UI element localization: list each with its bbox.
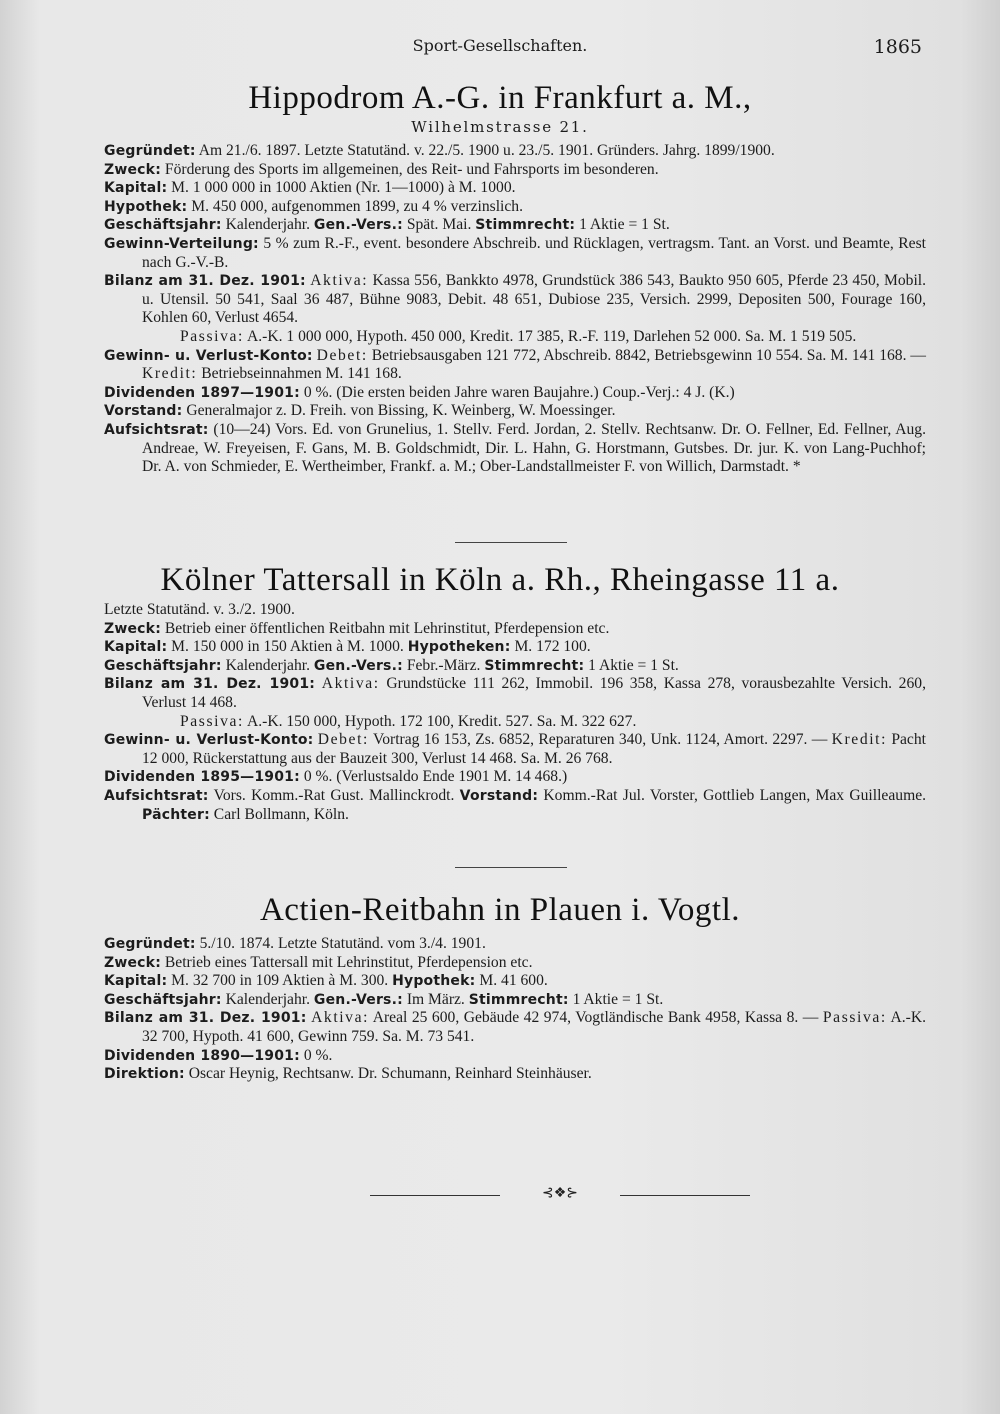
label-debet: Debet: bbox=[317, 731, 369, 749]
label-dividenden: Dividenden 1890—1901: bbox=[104, 1047, 300, 1064]
value-kapital: M. 32 700 in 109 Aktien à M. 300. bbox=[171, 972, 389, 990]
value-genvers: Spät. Mai. bbox=[406, 216, 472, 234]
field-dividenden bbox=[104, 1047, 926, 1066]
value-direktion: Oscar Heynig, Rechtsanw. Dr. Schumann, Reinhard Steinhäuser. bbox=[188, 1065, 592, 1083]
value-aktiva: Grundstücke 111 262, Immobil. 196 358, Kassa 278, vorausbezahlte Versich. 260, Verlust 14 468. bbox=[142, 675, 926, 711]
value-passiva: A.-K. 1 000 000, Hypoth. 450 000, Kredit. 17 385, R.-F. 119, Darlehen 52 000. Sa. M. 1 519 505. bbox=[246, 327, 857, 345]
label-passiva: Passiva: bbox=[822, 1009, 887, 1027]
entry-title-koelner-tattersall: Kölner Tattersall in Köln a. Rh., Rheingasse 11 a. bbox=[160, 562, 840, 598]
entry-title-actien-reitbahn: Actien-Reitbahn in Plauen i. Vogtl. bbox=[259, 892, 741, 928]
field-geschaeftsjahr bbox=[104, 991, 926, 1010]
value-gegruendet: 5./10. 1874. Letzte Statutänd. vom 3./4. 1901. bbox=[199, 935, 486, 952]
value-hypotheken: M. 172 100. bbox=[514, 638, 591, 656]
label-zweck: Zweck: bbox=[104, 161, 161, 178]
label-bilanz: Bilanz am 31. Dez. 1901: bbox=[104, 1010, 307, 1027]
field-zweck bbox=[104, 954, 926, 973]
field-aufsichtsrat bbox=[104, 421, 926, 477]
value-kredit: Betriebseinnahmen M. 141 168. bbox=[201, 365, 402, 383]
label-zweck: Zweck: bbox=[104, 954, 161, 971]
label-bilanz: Bilanz am 31. Dez. 1901: bbox=[104, 273, 306, 290]
label-direktion: Direktion: bbox=[104, 1066, 185, 1083]
value-dividenden: 0 %. (Verlustsaldo Ende 1901 M. 14 468.) bbox=[303, 768, 568, 786]
value-paechter: Carl Bollmann, Köln. bbox=[213, 805, 349, 823]
label-stimmrecht: Stimmrecht: bbox=[475, 217, 576, 234]
value-kapital: M. 150 000 in 150 Aktien à M. 1000. bbox=[171, 638, 404, 656]
field-passiva bbox=[104, 713, 926, 732]
field-gewinnverteilung bbox=[104, 235, 926, 272]
entry-title-hippodrom: Hippodrom A.-G. in Frankfurt a. M., bbox=[248, 80, 752, 116]
label-vorstand: Vorstand: bbox=[104, 403, 183, 420]
field-zweck bbox=[104, 161, 926, 180]
field-bilanz bbox=[104, 675, 926, 712]
label-dividenden: Dividenden 1895—1901: bbox=[104, 769, 300, 786]
label-passiva: Passiva: bbox=[180, 712, 244, 730]
label-kapital: Kapital: bbox=[104, 639, 168, 656]
label-zweck: Zweck: bbox=[104, 620, 161, 637]
value-vorstand: Generalmajor z. D. Freih. von Bissing, K. Weinberg, W. Moessinger. bbox=[186, 402, 616, 420]
value-genvers: Febr.-März. bbox=[406, 656, 481, 674]
label-dividenden: Dividenden 1897—1901: bbox=[104, 384, 300, 401]
label-geschaeftsjahr: Geschäftsjahr: bbox=[104, 991, 222, 1008]
field-aufsichtsrat bbox=[104, 787, 926, 824]
value-statut: Letzte Statutänd. v. 3./2. 1900. bbox=[104, 601, 295, 618]
label-bilanz: Bilanz am 31. Dez. 1901: bbox=[104, 676, 316, 693]
field-bilanz bbox=[104, 272, 926, 328]
value-kapital: M. 1 000 000 in 1000 Aktien (Nr. 1—1000) à M. 1000. bbox=[171, 179, 516, 197]
value-dividenden: 0 %. bbox=[303, 1046, 333, 1064]
field-kapital bbox=[104, 638, 926, 657]
field-passiva bbox=[104, 328, 926, 347]
entry-body-koelner-tattersall bbox=[104, 601, 926, 824]
value-zweck: Betrieb einer öffentlichen Reitbahn mit Lehrinstitut, Pferdepension etc. bbox=[164, 619, 610, 637]
field-geschaeftsjahr bbox=[104, 657, 926, 676]
field-guv bbox=[104, 347, 926, 384]
value-hypothek: M. 41 600. bbox=[479, 972, 548, 990]
label-aufsichtsrat: Aufsichtsrat: bbox=[104, 787, 209, 804]
value-geschaeftsjahr: Kalenderjahr. bbox=[225, 216, 311, 234]
label-geschaeftsjahr: Geschäftsjahr: bbox=[104, 217, 222, 234]
page-number: 1865 bbox=[873, 36, 922, 58]
label-kredit: Kredit: bbox=[142, 365, 198, 383]
label-passiva: Passiva: bbox=[180, 327, 244, 345]
field-dividenden bbox=[104, 768, 926, 787]
label-vorstand: Vorstand: bbox=[459, 787, 539, 804]
label-gewinnverteilung: Gewinn-Verteilung: bbox=[104, 235, 259, 252]
value-stimmrecht: 1 Aktie = 1 St. bbox=[579, 216, 670, 234]
field-hypothek bbox=[104, 198, 926, 217]
field-dividenden bbox=[104, 384, 926, 403]
label-stimmrecht: Stimmrecht: bbox=[468, 991, 569, 1008]
field-statut bbox=[104, 601, 926, 620]
value-dividenden: 0 %. (Die ersten beiden Jahre waren Baujahre.) Coup.-Verj.: 4 J. (K.) bbox=[303, 383, 735, 401]
label-hypothek: Hypothek: bbox=[392, 973, 476, 990]
value-genvers: Im März. bbox=[406, 990, 465, 1008]
value-zweck: Betrieb eines Tattersall mit Lehrinstitut, Pferdepension etc. bbox=[164, 953, 533, 971]
field-guv bbox=[104, 731, 926, 768]
value-zweck: Förderung des Sports im allgemeinen, des Reit- und Fahrsports im besonderen. bbox=[164, 160, 659, 178]
value-aktiva: Kassa 556, Bankkto 4978, Grundstück 386 543, Baukto 950 605, Pferde 23 450, Mobil. u. Utensil. 50 541, Saal 36 487, Bühne 9083, Debit. 48 651, Dubiose 235, Versich. 2999, Depositen 500, Fourage 160, Kohlen 60, Verlust 4654. bbox=[142, 272, 927, 327]
label-genvers: Gen.-Vers.: bbox=[313, 991, 403, 1008]
ornament-flourish-icon: ⊰❖⊱ bbox=[541, 1185, 578, 1201]
label-paechter: Pächter: bbox=[142, 806, 210, 823]
value-kredit: Pacht 12 000, Rückerstattung aus der Bauzeit 300, Verlust 14 468. Sa. M. 26 768. bbox=[142, 731, 926, 767]
end-ornament bbox=[370, 1187, 750, 1203]
field-direktion bbox=[104, 1065, 926, 1084]
label-gegruendet: Gegründet: bbox=[104, 936, 196, 952]
value-geschaeftsjahr: Kalenderjahr. bbox=[225, 990, 311, 1008]
field-vorstand bbox=[104, 402, 926, 421]
label-aktiva: Aktiva: bbox=[321, 675, 380, 693]
field-kapital bbox=[104, 972, 926, 991]
entry-body-actien-reitbahn bbox=[104, 935, 926, 1084]
label-kapital: Kapital: bbox=[104, 973, 168, 990]
running-head bbox=[0, 36, 1000, 60]
running-title: Sport-Gesellschaften. bbox=[412, 36, 588, 55]
label-aufsichtsrat: Aufsichtsrat: bbox=[104, 421, 209, 438]
label-hypothek: Hypothek: bbox=[104, 198, 188, 215]
label-kapital: Kapital: bbox=[104, 180, 168, 197]
field-gegruendet bbox=[104, 935, 926, 954]
value-gegruendet: Am 21./6. 1897. Letzte Statutänd. v. 22./5. 1900 u. 23./5. 1901. Gründers. Jahrg. 1899/1900. bbox=[198, 142, 775, 159]
value-aktiva: Areal 25 600, Gebäude 42 974, Vogtländische Bank 4958, Kassa 8. — bbox=[372, 1009, 819, 1027]
section-divider bbox=[455, 542, 567, 543]
label-kredit: Kredit: bbox=[831, 731, 888, 749]
field-geschaeftsjahr bbox=[104, 216, 926, 235]
value-passiva: A.-K. 32 700, Hypoth. 41 600, Gewinn 759. Sa. M. 73 541. bbox=[142, 1009, 926, 1045]
value-debet: Vortrag 16 153, Zs. 6852, Reparaturen 340, Unk. 1124, Amort. 2297. — bbox=[372, 731, 828, 749]
value-passiva: A.-K. 150 000, Hypoth. 172 100, Kredit. 527. Sa. M. 322 627. bbox=[246, 712, 637, 730]
value-hypothek: M. 450 000, aufgenommen 1899, zu 4 % verzinslich. bbox=[191, 197, 523, 215]
label-gegruendet: Gegründet: bbox=[104, 143, 196, 159]
value-aufsichtsrat: Vors. Komm.-Rat Gust. Mallinckrodt. bbox=[213, 786, 455, 804]
value-gewinnverteilung: 5 % zum R.-F., event. besondere Abschreib. und Rücklagen, vertragsm. Tant. an Vorst. und Beamte, Rest nach G.-V.-B. bbox=[142, 234, 926, 271]
value-debet: Betriebsausgaben 121 772, Abschreib. 8842, Betriebsgewinn 10 554. Sa. M. 141 168. — bbox=[371, 346, 927, 364]
section-divider bbox=[455, 867, 567, 868]
label-aktiva: Aktiva: bbox=[310, 272, 369, 290]
label-guv: Gewinn- u. Verlust-Konto: bbox=[104, 732, 314, 749]
field-kapital bbox=[104, 179, 926, 198]
value-vorstand: Komm.-Rat Jul. Vorster, Gottlieb Langen, Max Guilleaume. bbox=[543, 786, 927, 804]
label-stimmrecht: Stimmrecht: bbox=[484, 657, 585, 674]
value-aufsichtsrat: (10—24) Vors. Ed. von Grunelius, 1. Stellv. Ferd. Jordan, 2. Stellv. Rechtsanw. Dr. O. Fellner, Ed. Fellner, Aug. Andreae, W. Freyeisen, F. Gans, M. B. Goldschmidt, Dir. L. Hahn, G. Horstmann, Gutsbes. Dr. jur. K. von Lang-Puchhof; Dr. A. von Schmieder, E. Wertheimber, Frankf. a. M.; Ober-Landstallmeister F. von Willich, Darmstadt. * bbox=[142, 420, 926, 476]
label-guv: Gewinn- u. Verlust-Konto: bbox=[104, 347, 313, 364]
value-stimmrecht: 1 Aktie = 1 St. bbox=[588, 656, 679, 674]
label-aktiva: Aktiva: bbox=[311, 1009, 370, 1027]
value-geschaeftsjahr: Kalenderjahr. bbox=[225, 656, 311, 674]
label-debet: Debet: bbox=[316, 346, 368, 364]
field-bilanz bbox=[104, 1009, 926, 1046]
entry-subtitle-hippodrom: Wilhelmstrasse 21. bbox=[411, 118, 589, 136]
ornament-line-right bbox=[620, 1195, 750, 1196]
value-stimmrecht: 1 Aktie = 1 St. bbox=[572, 990, 664, 1008]
label-genvers: Gen.-Vers.: bbox=[313, 217, 403, 234]
label-geschaeftsjahr: Geschäftsjahr: bbox=[104, 657, 222, 674]
label-hypotheken: Hypotheken: bbox=[407, 639, 511, 656]
field-zweck bbox=[104, 620, 926, 639]
entry-body-hippodrom bbox=[104, 142, 926, 477]
label-genvers: Gen.-Vers.: bbox=[313, 657, 403, 674]
field-gegruendet bbox=[104, 142, 926, 161]
